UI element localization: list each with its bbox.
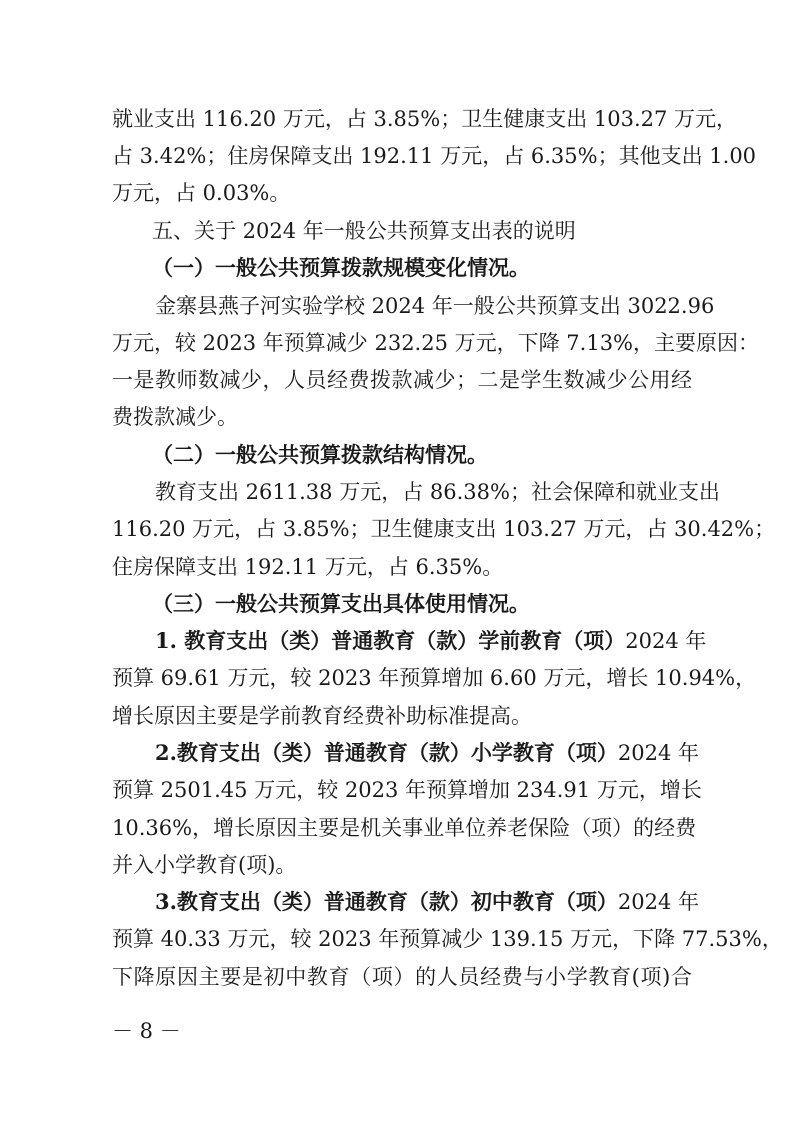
- paragraph-line: 10.36%，增长原因主要是机关事业单位养老保险（项）的经费: [112, 816, 697, 840]
- subsection-heading: （二）一般公共预算拨款结构情况。: [152, 442, 488, 467]
- paragraph-line: 占 3.42%；住房保障支出 192.11 万元，占 6.35%；其他支出 1.00: [112, 144, 757, 168]
- paragraph-line: 教育支出 2611.38 万元，占 86.38%；社会保障和就业支出: [155, 480, 720, 504]
- paragraph-line: 116.20 万元，占 3.85%；卫生健康支出 103.27 万元，占 30.42%；: [112, 517, 776, 541]
- item-heading-line: [155, 626, 707, 656]
- item-heading-rest: 2024 年: [625, 629, 707, 653]
- paragraph-line: 金寨县燕子河实验学校 2024 年一般公共预算支出 3022.96: [155, 294, 715, 318]
- item-heading-bold: 1. 教育支出（类）普通教育（款）学前教育（项）: [155, 628, 626, 653]
- paragraph-line: 并入小学教育(项)。: [112, 853, 297, 877]
- paragraph-line: 万元，较 2023 年预算减少 232.25 万元，下降 7.13%，主要原因：: [112, 331, 760, 355]
- paragraph-line: 预算 40.33 万元，较 2023 年预算减少 139.15 万元，下降 77.53%，: [112, 927, 783, 951]
- subsection-heading: （三）一般公共预算支出具体使用情况。: [152, 591, 530, 616]
- item-heading-rest: 2024 年: [617, 741, 700, 765]
- item-heading-bold: 2.教育支出（类）普通教育（款）小学教育（项）: [155, 740, 618, 765]
- paragraph-line: 万元，占 0.03%。: [112, 181, 291, 205]
- item-heading-bold: 3.教育支出（类）普通教育（款）初中教育（项）: [155, 889, 618, 914]
- page-number: － 8 －: [112, 1019, 181, 1043]
- item-heading-rest: 2024 年: [617, 890, 700, 914]
- paragraph-line: 就业支出 116.20 万元，占 3.85%；卫生健康支出 103.27 万元，: [112, 107, 738, 131]
- paragraph-line: 下降原因主要是初中教育（项）的人员经费与小学教育(项)合: [112, 965, 692, 989]
- paragraph-line: 预算 2501.45 万元，较 2023 年预算增加 234.91 万元，增长: [112, 778, 702, 802]
- item-heading-line: [155, 887, 700, 917]
- subsection-heading: （一）一般公共预算拨款规模变化情况。: [152, 255, 530, 280]
- paragraph-line: 费拨款减少。: [112, 405, 238, 429]
- paragraph-line: 住房保障支出 192.11 万元，占 6.35%。: [112, 555, 504, 579]
- section-heading: 五、关于 2024 年一般公共预算支出表的说明: [152, 219, 576, 243]
- paragraph-line: 一是教师数减少，人员经费拨款减少；二是学生数减少公用经: [112, 368, 692, 392]
- paragraph-line: 预算 69.61 万元，较 2023 年预算增加 6.60 万元，增长 10.94%，: [112, 666, 757, 690]
- paragraph-line: 增长原因主要是学前教育经费补助标准提高。: [112, 704, 532, 728]
- item-heading-line: [155, 738, 700, 768]
